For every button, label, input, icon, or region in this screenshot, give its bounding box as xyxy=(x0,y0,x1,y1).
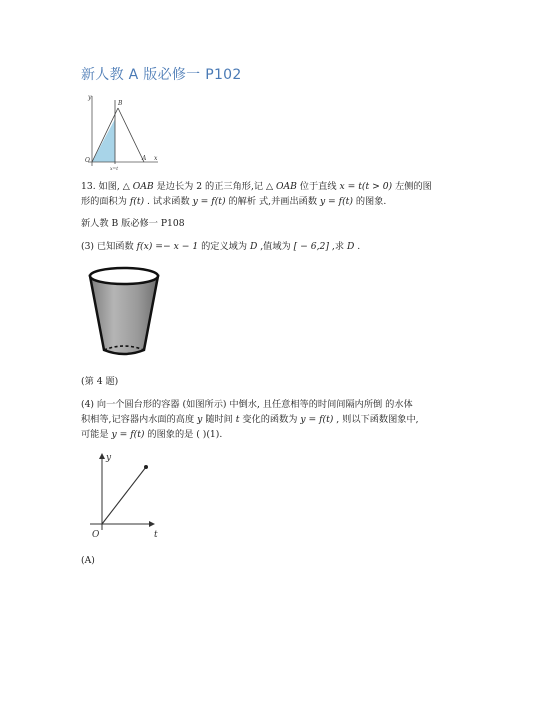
section-heading: 新人教 A 版必修一 P102 xyxy=(81,67,242,83)
label-O: O xyxy=(85,157,90,164)
cup-figure xyxy=(86,264,166,364)
problem-13-line1: 13. 如图, △ OAB 是边长为 2 的正三角形,记 △ OAB 位于直线 x = t(t > 0) 左侧的图 xyxy=(81,181,432,192)
graphA-endpoint xyxy=(144,465,148,469)
problem-4-line1: (4) 向一个圆台形的容器 (如图所示) 中倒水, 且任意相等的时间间隔内所倒 的水体 xyxy=(81,399,413,410)
triangle-figure xyxy=(82,92,162,172)
graphA-line xyxy=(102,467,146,524)
cup-caption: (第 4 题) xyxy=(81,376,119,387)
subheading-b: 新人教 B 版必修一 P108 xyxy=(81,218,185,229)
problem-4 xyxy=(81,397,481,442)
graphA-label-y: y xyxy=(106,453,112,463)
cup-body xyxy=(90,276,158,354)
graphA-caption: (A) xyxy=(81,555,95,566)
problem-4-line2: 积相等,记容器内水面的高度 y 随时间 t 变化的函数为 y = f(t) , 则以下函数图象中, xyxy=(81,414,419,425)
graphA-label-O: O xyxy=(92,530,100,540)
cup-rim xyxy=(90,268,158,284)
label-y: y xyxy=(88,94,92,101)
graph-A xyxy=(86,448,166,542)
problem-3: (3) 已知函数 f(x) =− x − 1 的定义域为 D ,值域为 [ − 6,2] ,求 D . xyxy=(81,241,361,252)
problem-13-line2: 形的面积为 f(t) . 试求函数 y = f(t) 的解析 式,并画出函数 y = f(t) 的图象. xyxy=(81,196,387,207)
label-B: B xyxy=(118,100,123,107)
side-BA xyxy=(118,108,144,162)
problem-13 xyxy=(81,179,481,209)
label-A: A xyxy=(142,155,147,162)
graphA-label-t: t xyxy=(154,530,158,540)
label-x: x xyxy=(154,155,158,162)
label-t: x=t xyxy=(110,167,119,172)
problem-4-line3: 可能是 y = f(t) 的图象的是 ( )(1). xyxy=(81,429,223,440)
